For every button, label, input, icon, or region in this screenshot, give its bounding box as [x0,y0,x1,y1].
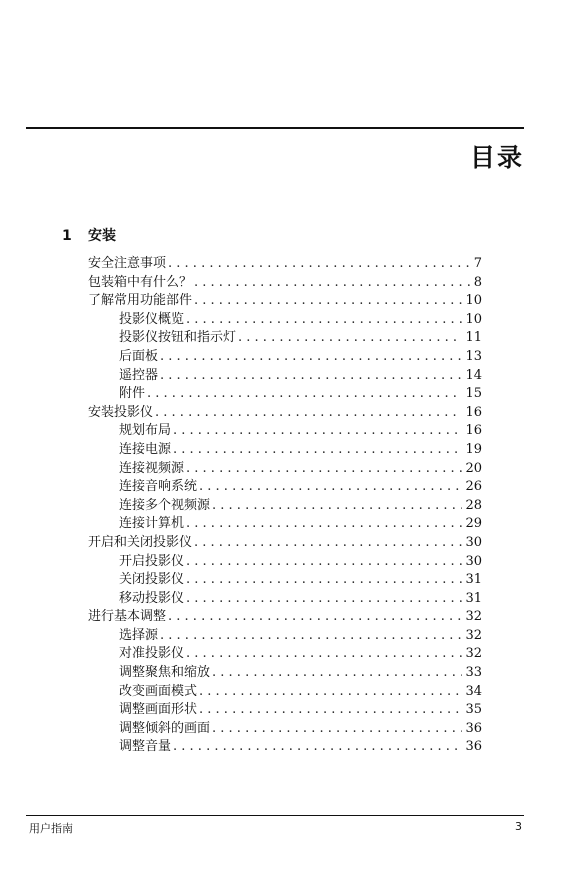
toc-leader-dots [186,311,462,330]
toc-entry-label: 调整聚焦和缩放 [119,665,211,681]
toc-entry-page: 29 [465,516,482,532]
toc-entry-label: 安装投影仪 [88,404,154,420]
toc-leader-dots [155,404,462,423]
chapter-heading [62,225,116,245]
page-title: 目录 [469,143,524,172]
toc-entry-label: 投影仪按钮和指示灯 [119,330,237,346]
toc-leader-dots [173,422,462,441]
toc-entry-label: 对准投影仪 [119,646,185,662]
toc-entry-page: 35 [465,702,482,718]
toc-entry-label: 移动投影仪 [119,590,185,606]
toc-leader-dots [160,627,462,646]
toc-entry-page: 7 [473,256,482,271]
toc-leader-dots [186,515,462,534]
toc-entry-page: 10 [465,311,482,327]
toc-entry[interactable] [88,385,482,404]
toc-entry-label: 连接视频源 [119,460,185,476]
toc-leader-dots [160,348,462,367]
toc-entry[interactable] [88,553,482,572]
toc-leader-dots [212,720,462,739]
toc-leader-dots [194,292,462,311]
toc-entry[interactable] [88,274,482,293]
toc-leader-dots [212,664,462,683]
toc-leader-dots [199,478,462,497]
toc-leader-dots [160,367,462,386]
toc-entry-page: 36 [465,720,482,736]
toc-leader-dots [186,553,462,572]
toc-entry-label: 改变画面模式 [119,683,198,699]
toc-entry-page: 31 [465,572,482,588]
toc-entry-page: 28 [465,497,482,513]
toc-entry-page: 26 [465,479,482,495]
toc-entry-page: 16 [465,404,482,420]
toc-entry-page: 30 [465,553,482,569]
toc-entry[interactable] [88,738,482,757]
toc-entry[interactable] [88,367,482,386]
toc-entry-label: 连接多个视频源 [119,497,211,513]
toc-entry-page: 20 [465,460,482,476]
toc-entry-page: 13 [465,348,482,364]
toc-leader-dots [199,683,462,702]
toc-entry[interactable] [88,664,482,683]
toc-entry[interactable] [88,292,482,311]
toc-entry[interactable] [88,720,482,739]
toc-entry[interactable] [88,422,482,441]
toc-entry[interactable] [88,404,482,423]
toc-entry-label: 关闭投影仪 [119,572,185,588]
toc-entry-page: 16 [465,423,482,439]
toc-leader-dots [194,274,471,293]
toc-entry-label: 连接计算机 [119,516,185,532]
toc-entry-page: 32 [465,609,482,625]
toc-entry[interactable] [88,701,482,720]
toc-entry-label: 投影仪概览 [119,311,185,327]
footer-title: 用户指南 [29,822,73,835]
toc-entry[interactable] [88,255,482,274]
toc-leader-dots [168,608,462,627]
toc-entry-page: 19 [465,441,482,457]
toc-entry-page: 10 [465,293,482,309]
toc-entry[interactable] [88,497,482,516]
toc-leader-dots [186,645,462,664]
toc-entry-page: 32 [465,627,482,643]
toc-entry[interactable] [88,478,482,497]
toc-leader-dots [147,385,462,404]
toc-entry[interactable] [88,348,482,367]
table-of-contents [88,255,482,757]
toc-entry-label: 安全注意事项 [88,256,167,271]
toc-entry-label: 遥控器 [119,367,159,383]
toc-entry[interactable] [88,329,482,348]
toc-entry-label: 开启投影仪 [119,553,185,569]
toc-entry-label: 开启和关闭投影仪 [88,534,193,550]
toc-entry-label: 了解常用功能部件 [88,293,193,309]
toc-entry-label: 连接电源 [119,441,172,457]
toc-leader-dots [173,738,462,757]
toc-entry[interactable] [88,441,482,460]
toc-entry-page: 36 [465,739,482,755]
toc-entry-page: 8 [473,274,482,290]
toc-entry-page: 31 [465,590,482,606]
toc-leader-dots [186,460,462,479]
toc-entry-page: 15 [465,386,482,402]
toc-leader-dots [199,701,462,720]
toc-entry-label: 进行基本调整 [88,609,167,625]
chapter-number: 1 [62,228,72,244]
toc-entry-label: 包装箱中有什么？ [88,274,193,290]
toc-leader-dots [186,590,462,609]
toc-entry-label: 附件 [119,386,146,402]
header-rule [26,127,524,129]
toc-entry[interactable] [88,515,482,534]
toc-entry-label: 规划布局 [119,423,172,439]
footer-rule [26,815,524,816]
toc-entry-page: 30 [465,534,482,550]
toc-entry-label: 连接音响系统 [119,479,198,495]
toc-entry[interactable] [88,534,482,553]
toc-entry-label: 调整倾斜的画面 [119,720,211,736]
toc-leader-dots [173,441,462,460]
toc-entry[interactable] [88,590,482,609]
toc-leader-dots [186,571,462,590]
toc-entry[interactable] [88,627,482,646]
footer-page-number: 3 [515,820,522,833]
toc-entry[interactable] [88,571,482,590]
toc-entry[interactable] [88,683,482,702]
toc-entry-label: 调整音量 [119,739,172,755]
toc-entry-label: 后面板 [119,348,159,364]
toc-entry-page: 14 [465,367,482,383]
toc-entry[interactable] [88,311,482,330]
toc-entry-page: 32 [465,646,482,662]
toc-entry-page: 33 [465,665,482,681]
toc-entry-label: 选择源 [119,627,159,643]
toc-leader-dots [194,534,462,553]
toc-leader-dots [212,497,462,516]
chapter-name: 安装 [88,228,116,244]
toc-entry-label: 调整画面形状 [119,702,198,718]
toc-entry[interactable] [88,460,482,479]
toc-entry[interactable] [88,645,482,664]
toc-entry-page: 11 [465,330,482,346]
toc-leader-dots [168,255,471,274]
toc-entry[interactable] [88,608,482,627]
toc-leader-dots [238,329,462,348]
toc-entry-page: 34 [465,683,482,699]
